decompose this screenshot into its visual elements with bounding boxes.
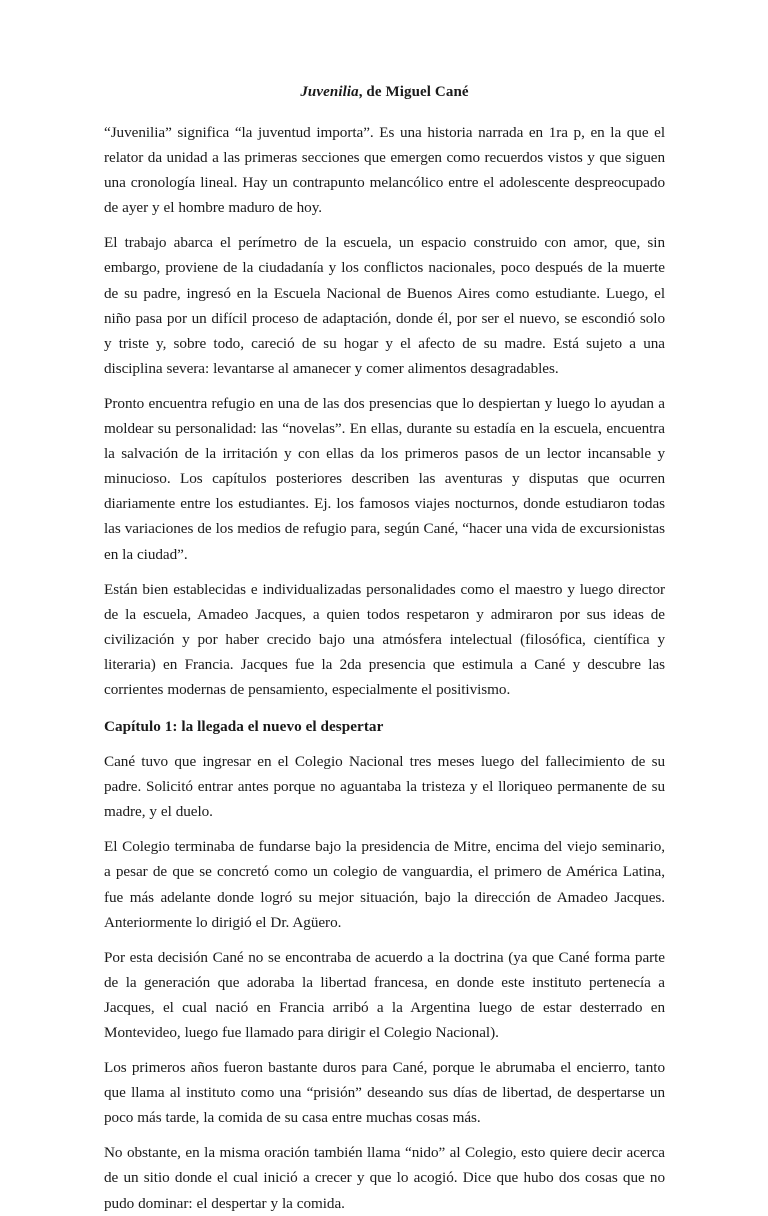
document-title-rest: , de Miguel Cané [358, 84, 469, 100]
paragraph-chapter-5: No obstante, en la misma oración también llama “nido” al Colegio, esto quiere decir acerca de un sitio donde el cual inició a crecer y que lo acogió. Dice que hubo dos cosas que no pudo dominar: el despertar y la comida. [104, 1144, 665, 1212]
paragraph-chapter-3: Por esta decisión Cané no se encontraba de acuerdo a la doctrina (ya que Cané forma parte de la generación que adoraba la libertad francesa, en donde este instituto pertenecía a Jacques, el cual nació en Francia arribó a la Argentina luego de estar desterrado en Montevideo, luego fue llamado para dirigir el Colegio Nacional). [104, 948, 665, 1041]
paragraph-chapter-4: Los primeros años fueron bastante duros para Cané, porque le abrumaba el encierro, tanto que llama al instituto como una “prisión” deseando sus días de libertad, de despertarse un poco más tarde, la comida de su casa entre muchas cosas más. [104, 1059, 665, 1127]
paragraph-intro-3: Pronto encuentra refugio en una de las dos presencias que lo despiertan y luego lo ayudan a moldear su personalidad: las “novelas”. En ellas, durante su estadía en la escuela, encuentra la salvación de la irritación y con ellas da los primeros pasos de un lector incansable y minucioso. Los capítulos posteriores describen las aventuras y disputas que ocurren diariamente entre los estudiantes. Ej. los famosos viajes nocturnos, donde estudiaron todas las variaciones de los medios de refugio para, según Cané, “hacer una vida de excursionistas en la ciudad”. [104, 394, 665, 563]
chapter-1-heading: Capítulo 1: la llegada el nuevo el despertar [104, 718, 384, 736]
paragraph-chapter-1: Cané tuvo que ingresar en el Colegio Nacional tres meses luego del fallecimiento de su padre. Solicitó entrar antes porque no aguantaba la tristeza y el lloriqueo permanente de su madre, y el duelo. [104, 753, 665, 821]
document-title [104, 82, 665, 102]
paragraph-chapter-2: El Colegio terminaba de fundarse bajo la presidencia de Mitre, encima del viejo seminario, a pesar de que se concretó como un colegio de vanguardia, el primero de América Latina, fue más adelante donde logró su mejor situación, bajo la dirección de Amadeo Jacques. Anteriormente lo dirigió el Dr. Agüero. [104, 838, 665, 931]
paragraph-intro-1: “Juvenilia” significa “la juventud importa”. Es una historia narrada en 1ra p, en la que el relator da unidad a las primeras secciones que emergen como recuerdos vistos y que siguen una cronología lineal. Hay un contrapunto melancólico entre el adolescente despreocupado de ayer y el hombre maduro de hoy. [104, 124, 665, 217]
paragraph-intro-2: El trabajo abarca el perímetro de la escuela, un espacio construido con amor, que, sin embargo, proviene de la ciudadanía y los conflictos nacionales, poco después de la muerte de su padre, ingresó en la Escuela Nacional de Buenos Aires como estudiante. Luego, el niño pasa por un difícil proceso de adaptación, donde él, por ser el nuevo, se escondió solo y triste y, sobre todo, careció de su hogar y el afecto de su madre. Está sujeto a una disciplina severa: levantarse al amanecer y comer alimentos desagradables. [104, 234, 665, 377]
document-title-work: Juvenilia [300, 84, 359, 100]
paragraph-intro-4: Están bien establecidas e individualizadas personalidades como el maestro y luego director de la escuela, Amadeo Jacques, a quien todos respetaron y admiraron por sus ideas de civilización y por haber crecido bajo una atmósfera intelectual (filosófica, científica y literaria) en Francia. Jacques fue la 2da presencia que estimula a Cané y descubre las corrientes modernas de pensamiento, especialmente el positivismo. [104, 580, 665, 698]
